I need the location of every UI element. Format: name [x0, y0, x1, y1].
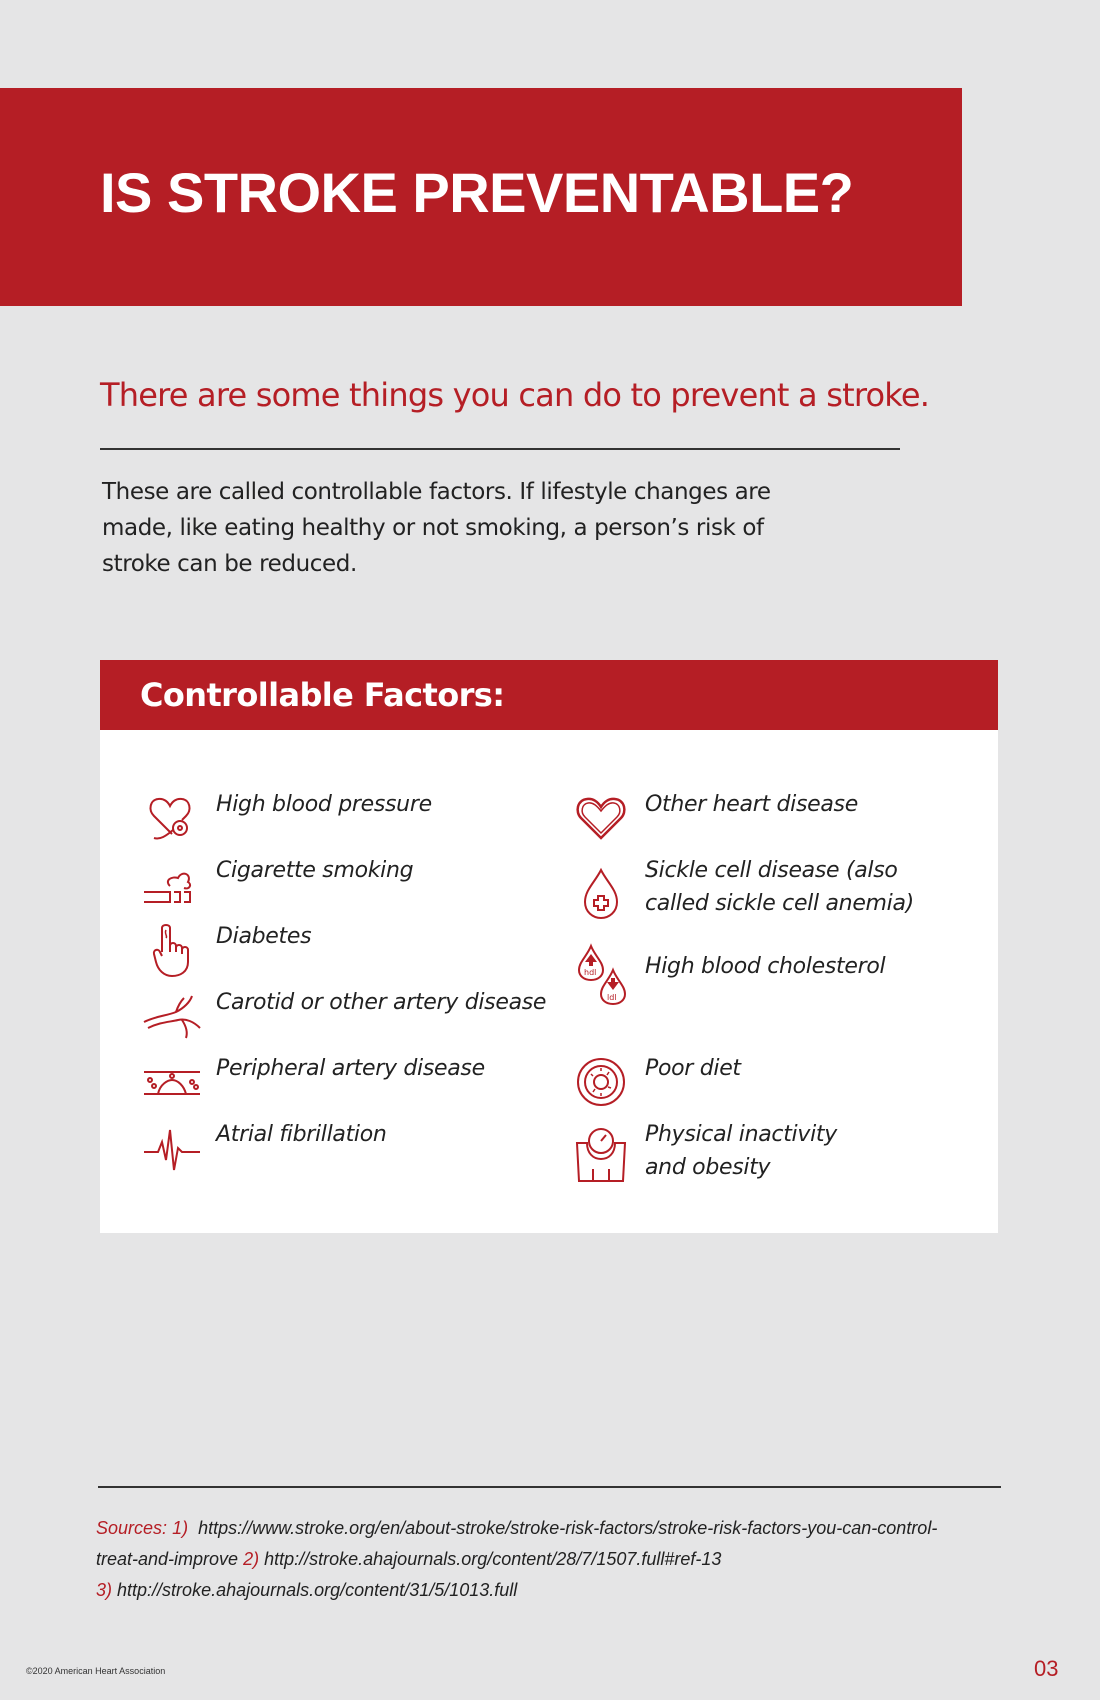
- factor-peripheral-artery-disease: [140, 1052, 485, 1112]
- factor-label: Atrial fibrillation: [216, 1122, 387, 1147]
- factor-label-line-1: Physical inactivity: [645, 1122, 837, 1147]
- title-banner: [0, 88, 962, 306]
- source-link-1b[interactable]: treat-and-improve: [96, 1549, 239, 1569]
- cigarette-icon: [140, 854, 204, 914]
- factor-label: High blood cholesterol: [645, 954, 886, 979]
- subtitle: There are some things you can do to prevent a stroke.: [100, 376, 930, 414]
- page-number: 03: [1034, 1656, 1059, 1681]
- heart-stethoscope-icon: [140, 788, 204, 848]
- heart-icon: [569, 788, 633, 848]
- artery-branch-icon: [140, 986, 204, 1046]
- blood-drop-cross-icon: [569, 854, 633, 934]
- factor-label: Peripheral artery disease: [216, 1056, 485, 1081]
- factors-heading: Controllable Factors:: [140, 676, 505, 714]
- ldl-text: ldl: [607, 993, 617, 1002]
- source-link-3[interactable]: http://stroke.ahajournals.org/content/31/5/1013.full: [117, 1580, 518, 1600]
- page-title: IS STROKE PREVENTABLE?: [100, 161, 854, 224]
- source-number-2: 2): [243, 1549, 260, 1569]
- factor-other-heart-disease: [569, 788, 858, 848]
- factor-label: Carotid or other artery disease: [216, 990, 547, 1015]
- finger-prick-icon: [140, 920, 204, 980]
- source-number-3: 3): [96, 1580, 113, 1600]
- factor-label: Diabetes: [216, 924, 312, 949]
- factor-label: Other heart disease: [645, 792, 858, 817]
- cholesterol-drops-icon: [569, 940, 633, 1012]
- source-number-1: 1): [172, 1518, 189, 1538]
- sources-divider: [98, 1486, 1001, 1488]
- factor-carotid-artery-disease: [140, 986, 546, 1046]
- factor-physical-inactivity-obesity: [569, 1118, 837, 1188]
- factor-label-line-2: and obesity: [645, 1155, 771, 1180]
- heartbeat-icon: [140, 1118, 204, 1178]
- factor-label-line-2: called sickle cell anemia): [645, 891, 914, 916]
- sources: [96, 1513, 996, 1606]
- hdl-text: hdl: [584, 968, 597, 977]
- source-link-1a[interactable]: https://www.stroke.org/en/about-stroke/stroke-risk-factors/stroke-risk-factors-you-can-control-: [198, 1518, 938, 1538]
- factor-cigarette-smoking: [140, 854, 413, 914]
- factor-sickle-cell-disease: [569, 854, 914, 934]
- factors-header: [100, 660, 998, 730]
- factor-label: High blood pressure: [216, 792, 432, 817]
- donut-icon: [569, 1052, 633, 1112]
- intro-paragraph: These are called controllable factors. If lifestyle changes are made, like eating healthy or not smoking, a person’s risk of stroke can be reduced.: [102, 479, 771, 577]
- source-link-2[interactable]: http://stroke.ahajournals.org/content/28/7/1507.full#ref-13: [264, 1549, 722, 1569]
- copyright: ©2020 American Heart Association: [26, 1666, 166, 1676]
- factor-high-blood-cholesterol: [569, 940, 885, 1012]
- sources-label: Sources:: [96, 1518, 168, 1538]
- artery-plaque-icon: [140, 1052, 204, 1112]
- divider: [100, 448, 900, 450]
- scale-icon: [569, 1118, 633, 1188]
- controllable-factors-box: [100, 660, 998, 1233]
- factor-diabetes: [140, 920, 311, 980]
- factor-label: Cigarette smoking: [216, 858, 414, 883]
- factor-label-line-1: Sickle cell disease (also: [645, 858, 898, 883]
- factor-high-blood-pressure: [140, 788, 432, 848]
- factor-atrial-fibrillation: [140, 1118, 387, 1178]
- factor-poor-diet: [569, 1052, 741, 1112]
- factor-label: Poor diet: [645, 1056, 741, 1081]
